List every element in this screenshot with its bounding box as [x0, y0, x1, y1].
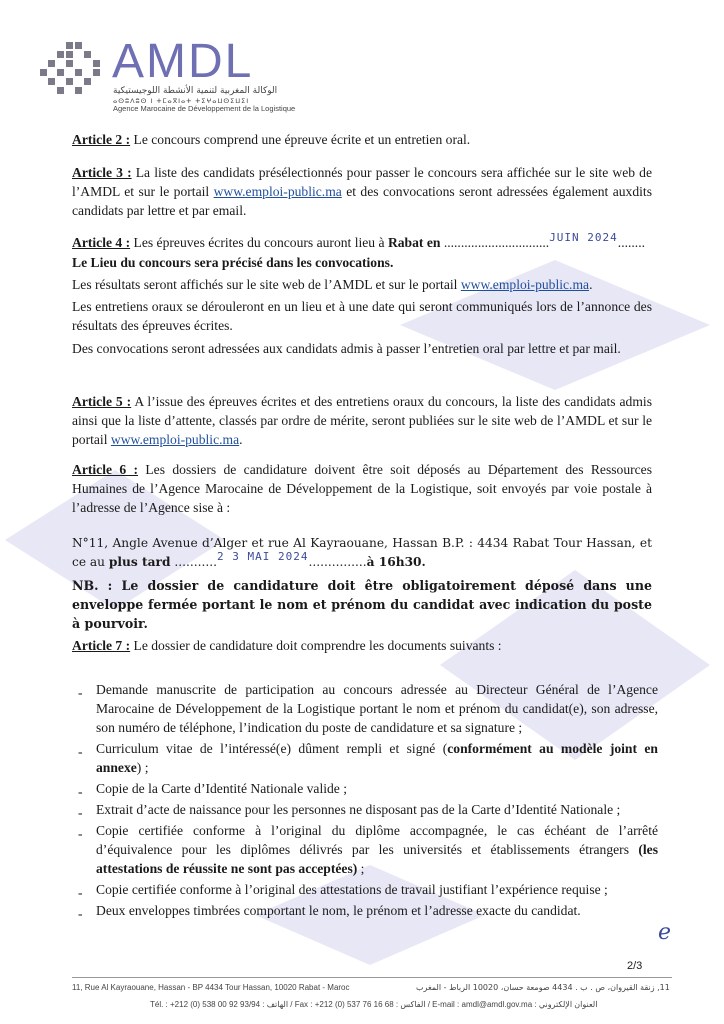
dotted-line: ............... [308, 555, 367, 569]
article-2 [72, 130, 652, 149]
article-6 [72, 460, 652, 517]
dotted-line: ........ [617, 235, 645, 250]
emploi-public-link[interactable]: www.emploi-public.ma [110, 432, 240, 447]
article-5-text: A l’issue des épreuves écrites et des entretiens oraux du concours, la liste des candidats admis ainsi que la liste d’attente, classés par ordre de mérite, seront publiées sur le site web de l’AMDL et sur le portail [72, 394, 652, 447]
agency-address: N°11, Angle Avenue d’Alger et rue Al Kayraouane, Hassan B.P. : 4434 Rabat Tour Hassan, et ce au [72, 536, 652, 569]
agency-name-arabic: الوكالة المغربية لتنمية الأنشطة اللوجيستيكية [113, 86, 278, 96]
list-item: - Copie de la Carte d’Identité Nationale valide ; [78, 779, 658, 798]
footer-address-french: 11, Rue Al Kayraouane, Hassan - BP 4434 Tour Hassan, 10020 Rabat - Maroc [72, 983, 350, 992]
article-3 [72, 163, 652, 220]
dotted-line: ............................... [440, 235, 550, 250]
list-item: - Copie certifiée conforme à l’original du diplôme accompagnée, le cas échéant de l’arrêté d’équivalence pour les diplômes délivrés par les universités et établissements étrangers (les attestations de réussite ne sont pas acceptées) ; [78, 821, 658, 878]
article-4-convocations: Des convocations seront adressées aux candidats admis à passer l’entretien oral par lettre et par mail. [72, 341, 621, 356]
documents-list [78, 680, 658, 922]
plus-tard: plus tard [108, 555, 171, 569]
agency-name-french: Agence Marocaine de Développement de la Logistique [113, 104, 296, 113]
handwritten-date: JUIN 2024 [549, 231, 618, 244]
article-4-results [72, 275, 652, 294]
deadline-time: à 16h30. [366, 555, 426, 569]
list-item: - Demande manuscrite de participation au concours adressée au Directeur Général de l’Agence Marocaine de Développement de la Logistique portant le nom et prénom du candidat(e), son adresse, son numéro de téléphone, l’indication du poste de candidature et sa signature ; [78, 680, 658, 737]
article-6-address [72, 534, 652, 572]
article-3-label: Article 3 : [72, 165, 132, 180]
agency-name-tifinagh: ⴰⵙⵓⴷⵓⵙ ⵏ ⵜⵎⴰⴳⵏⴰⵜ ⵜⵉⵖⴰⵡⵙⵉⵡⵉⵏ [113, 97, 250, 105]
footer-divider [72, 977, 672, 978]
article-2-label: Article 2 : [72, 132, 131, 147]
article-7-label: Article 7 : [72, 638, 131, 653]
article-4-oral: Les entretiens oraux se dérouleront en un lieu et à une date qui seront communiqués lors de l’annonce des résultats des épreuves écrites. [72, 299, 652, 333]
article-4-text: Les épreuves écrites du concours auront lieu à [130, 235, 388, 250]
article-5-label: Article 5 : [72, 394, 132, 409]
results-text-end: . [589, 277, 593, 292]
article-4-label: Article 4 : [72, 235, 131, 250]
list-item: - Copie certifiée conforme à l’original des attestations de travail justifiant l’expérience requise ; [78, 880, 658, 899]
article-5 [72, 392, 652, 449]
page-number: 2/3 [627, 960, 643, 972]
article-7-text: Le dossier de candidature doit comprendre les documents suivants : [130, 638, 502, 653]
article-3-text: La liste des candidats présélectionnés pour passer le concours sera affichée sur le site web de l’AMDL et sur le portail [72, 165, 652, 199]
article-5-text-end: . [239, 432, 243, 447]
emploi-public-link[interactable]: www.emploi-public.ma [460, 277, 590, 292]
emploi-public-link[interactable]: www.emploi-public.ma [213, 184, 342, 199]
list-item: - Deux enveloppes timbrées comportant le nom, le prénom et l’adresse exacte du candidat. [78, 901, 658, 920]
article-2-text: Le concours comprend une épreuve écrite et un entretien oral. [130, 132, 471, 147]
article-4-lieu: Le Lieu du concours sera précisé dans les convocations. [72, 255, 394, 270]
amdl-logo-icon [38, 40, 108, 100]
article-6-label: Article 6 : [72, 462, 139, 477]
article-3-text-end: et des convocations seront adressées également auxdits candidats par lettre et par email. [72, 184, 652, 218]
footer-address-arabic: 11, زنقة القيروان، ص . ب . 4434 صومعة حسان، 10020 الرباط - المغرب [416, 983, 670, 992]
nb-note: NB. : Le dossier de candidature doit être obligatoirement déposé dans une enveloppe fermée portant le nom et prénom du candidat avec indication du poste à pourvoir. [72, 578, 652, 631]
dotted-line: ........... [170, 555, 217, 569]
deadline-stamp: 2 3 MAI 2024 [217, 550, 309, 563]
results-text: Les résultats seront affichés sur le site web de l’AMDL et sur le portail [72, 277, 461, 292]
article-4-rabat: Rabat en [387, 235, 441, 250]
list-item: - Curriculum vitae de l’intéressé(e) dûment rempli et signé (conformément au modèle joint en annexe) ; [78, 739, 658, 777]
article-7 [72, 636, 652, 655]
article-6-text: Les dossiers de candidature doivent être soit déposés au Département des Ressources Humaines de l’Agence Marocaine de Développement de la Logistique, soit envoyés par voie postale à l’adresse de l’Agence sise à : [72, 462, 653, 515]
logo-wordmark: AMDL [112, 35, 254, 88]
article-4 [72, 233, 652, 272]
footer-contact: Tél. : +212 (0) 538 00 92 93/94 : الهاتف / Fax : +212 (0) 537 76 16 68 : الفاكس / E-mail : amdl@amdl.gov.ma : العنوان الإلكتروني [150, 1000, 598, 1009]
handwritten-initial: e [658, 920, 672, 945]
list-item: - Extrait d’acte de naissance pour les personnes ne disposant pas de la Carte d’Identité Nationale ; [78, 800, 658, 819]
